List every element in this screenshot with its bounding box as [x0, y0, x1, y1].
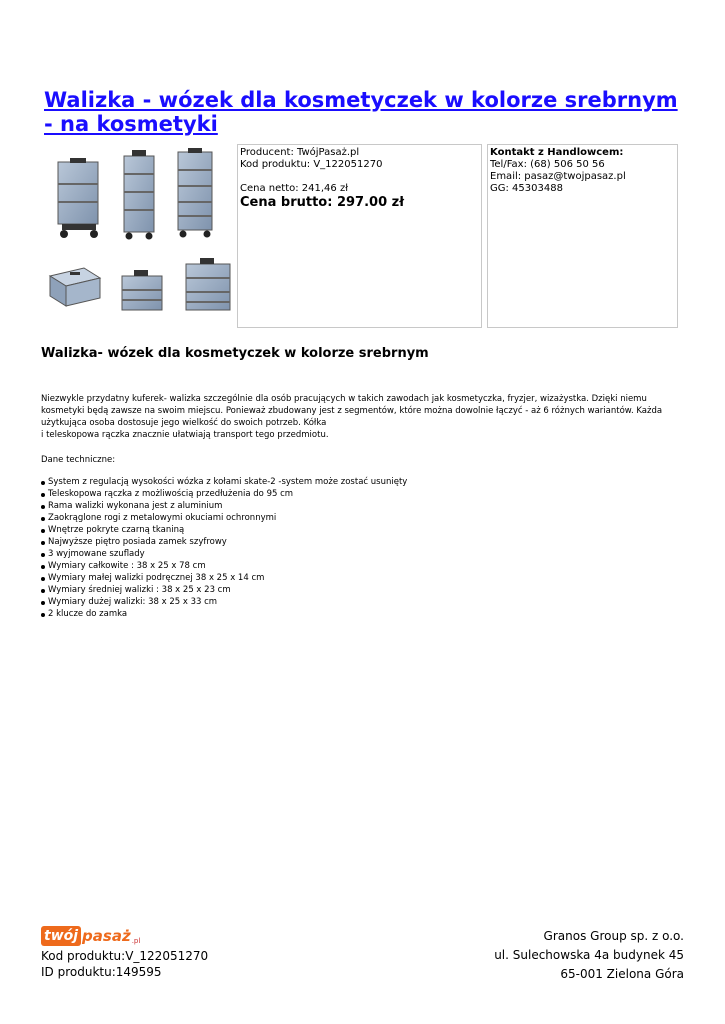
company-city: 65-001 Zielona Góra: [560, 967, 684, 981]
contact-email: Email: pasaz@twojpasaz.pl: [490, 171, 626, 182]
feature-item: Wymiary małej walizki podręcznej 38 x 25 x 14 cm: [41, 572, 407, 584]
footer-product-id: ID produktu:149595: [41, 965, 162, 979]
net-price: Cena netto: 241,46 zł: [240, 183, 349, 194]
feature-item: Rama walizki wykonana jest z aluminium: [41, 500, 407, 512]
producer: Producent: TwójPasaż.pl: [240, 147, 360, 158]
gross-price: Cena brutto: 297.00 zł: [240, 195, 405, 210]
feature-item: Wymiary dużej walizki: 38 x 25 x 33 cm: [41, 596, 407, 608]
trolley-image-3: [178, 148, 212, 238]
logo-part-2: pasaż: [82, 927, 131, 945]
description-paragraph: Niezwykle przydatny kuferek- walizka szczególnie dla osób pracujących w takich zawodach jak kosmetyczka, fryzjer, wizażystka. Dzięki niemu kosmetyki będą zawsze na swoim miejscu. Ponieważ zbudowany jest z segmentów, które można dowolnie łączyć - aż 6 różnych wariantów. Każda użytkująca osoba dostosuje jego wielkość do swoich potrzeb. Kółka: [41, 394, 663, 428]
logo-domain: .pl: [131, 937, 141, 945]
trolley-image-1: [58, 158, 98, 238]
feature-item: System z regulacją wysokości wózka z kołami skate-2 -system może zostać usunięty: [41, 476, 407, 488]
feature-item: Teleskopowa rączka z możliwością przedłużenia do 95 cm: [41, 488, 407, 500]
footer-product-ids: [41, 948, 208, 980]
contact-box: [487, 144, 678, 328]
company-street: ul. Sulechowska 4a budynek 45: [494, 948, 684, 962]
product-title-link[interactable]: Walizka - wózek dla kosmetyczek w kolorze srebrnym - na kosmetyki: [44, 88, 678, 136]
logo-part-1: twój: [41, 926, 81, 946]
section-heading: Walizka- wózek dla kosmetyczek w kolorze srebrnym: [41, 346, 429, 361]
feature-list: [41, 476, 407, 620]
contact-heading: Kontakt z Handlowcem:: [490, 147, 624, 158]
tech-heading: Dane techniczne:: [41, 455, 116, 465]
description-paragraph: i teleskopowa rączka znacznie ułatwiają transport tego przedmiotu.: [41, 430, 329, 440]
feature-item: Najwyższe piętro posiada zamek szyfrowy: [41, 536, 407, 548]
twojpasaz-logo: [41, 924, 140, 948]
contact-phone: Tel/Fax: (68) 506 50 56: [490, 159, 605, 170]
feature-item: Wnętrze pokryte czarną tkaniną: [41, 524, 407, 536]
footer-product-code: Kod produktu:V_122051270: [41, 949, 209, 963]
feature-item: 2 klucze do zamka: [41, 608, 407, 620]
case-image-small: [50, 268, 100, 306]
contact-gg: GG: 45303488: [490, 183, 563, 194]
feature-item: 3 wyjmowane szuflady: [41, 548, 407, 560]
case-image-medium: [122, 270, 162, 310]
case-image-large: [186, 258, 230, 310]
trolley-image-2: [124, 150, 154, 240]
product-code: Kod produktu: V_122051270: [240, 159, 383, 170]
product-photos: [44, 144, 234, 324]
product-description: [41, 393, 681, 441]
company-name: Granos Group sp. z o.o.: [543, 929, 684, 943]
product-info-box: [237, 144, 482, 328]
feature-item: Wymiary średniej walizki : 38 x 25 x 23 cm: [41, 584, 407, 596]
feature-item: Wymiary całkowite : 38 x 25 x 78 cm: [41, 560, 407, 572]
feature-item: Zaokrąglone rogi z metalowymi okuciami ochronnymi: [41, 512, 407, 524]
footer-company-address: [494, 927, 684, 984]
